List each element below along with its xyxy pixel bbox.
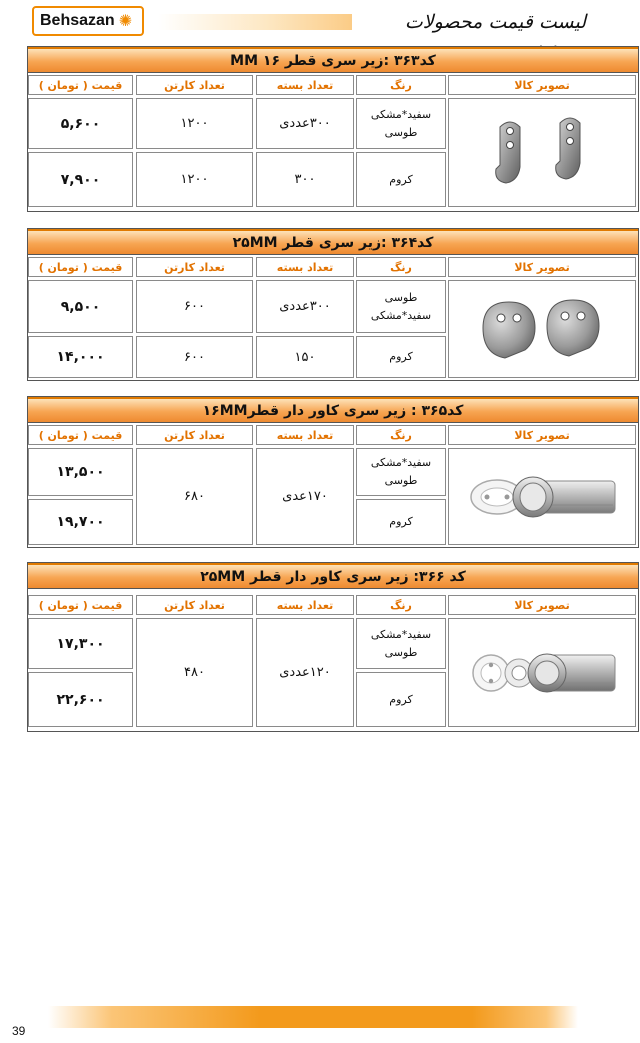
footer-gradient-bar xyxy=(48,1006,578,1028)
col-header-color: رنگ xyxy=(356,257,446,277)
col-header-color: رنگ xyxy=(356,595,446,615)
col-header-carton: تعداد کارتن xyxy=(136,75,253,95)
col-header-pack: تعداد بسته xyxy=(256,257,354,277)
section-title: کد۳۶۴ :زیر سری قطر ۲۵MM xyxy=(28,229,638,255)
product-image xyxy=(448,618,636,727)
price-cell: ۷,۹۰۰ xyxy=(28,152,133,207)
color-cell: سفید*مشکی طوسی xyxy=(356,98,446,149)
pack-cell: ۱۵۰ xyxy=(256,336,354,378)
col-header-color: رنگ xyxy=(356,75,446,95)
product-image xyxy=(448,448,636,545)
carton-cell: ۱۲۰۰ xyxy=(136,98,253,149)
price-cell: ۲۲,۶۰۰ xyxy=(28,672,133,727)
col-header-price: قیمت ( تومان ) xyxy=(28,595,133,615)
brand-logo xyxy=(32,6,144,36)
gear-icon: ✺ xyxy=(118,11,133,30)
col-header-carton: تعداد کارتن xyxy=(136,595,253,615)
col-header-carton: تعداد کارتن xyxy=(136,425,253,445)
col-header-color: رنگ xyxy=(356,425,446,445)
col-header-image: تصویر کالا xyxy=(448,257,636,277)
price-cell: ۱۷,۳۰۰ xyxy=(28,618,133,669)
col-header-price: قیمت ( تومان ) xyxy=(28,75,133,95)
col-header-image: تصویر کالا xyxy=(448,595,636,615)
price-cell: ۱۳,۵۰۰ xyxy=(28,448,133,496)
pack-cell: ۱۲۰عددی xyxy=(256,618,354,727)
carton-cell: ۶۰۰ xyxy=(136,336,253,378)
color-cell: سفید*مشکی طوسی xyxy=(356,448,446,496)
product-image xyxy=(448,98,636,207)
pack-cell: ۳۰۰ xyxy=(256,152,354,207)
logo-text: Behsazan xyxy=(40,12,115,29)
page-title: لیست قیمت محصولات xyxy=(352,6,594,38)
color-cell: کروم xyxy=(356,499,446,545)
col-header-image: تصویر کالا xyxy=(448,425,636,445)
col-header-price: قیمت ( تومان ) xyxy=(28,425,133,445)
section-title: کد ۳۶۶: زیر سری کاور دار قطر ۲۵MM xyxy=(28,563,638,589)
col-header-carton: تعداد کارتن xyxy=(136,257,253,277)
price-cell: ۱۴,۰۰۰ xyxy=(28,336,133,378)
covered-rod-holder-image xyxy=(467,467,617,527)
product-section-363 xyxy=(27,46,639,212)
color-cell: کروم xyxy=(356,152,446,207)
col-header-image: تصویر کالا xyxy=(448,75,636,95)
pack-cell: ۳۰۰عددی xyxy=(256,98,354,149)
product-section-365 xyxy=(27,396,639,548)
section-title: کد۳۶۵ : زیر سری کاور دار قطر۱۶MM xyxy=(28,397,638,423)
product-section-364 xyxy=(27,228,639,381)
col-header-pack: تعداد بسته xyxy=(256,425,354,445)
rod-holder-image xyxy=(482,113,602,193)
carton-cell: ۶۸۰ xyxy=(136,448,253,545)
col-header-pack: تعداد بسته xyxy=(256,75,354,95)
carton-cell: ۶۰۰ xyxy=(136,280,253,333)
color-cell: طوسی سفید*مشکی xyxy=(356,280,446,333)
price-cell: ۹,۵۰۰ xyxy=(28,280,133,333)
color-cell: کروم xyxy=(356,336,446,378)
product-section-366 xyxy=(27,562,639,732)
carton-cell: ۴۸۰ xyxy=(136,618,253,727)
color-cell: سفید*مشکی طوسی xyxy=(356,618,446,669)
covered-rod-holder-image xyxy=(467,643,617,703)
pack-cell: ۱۷۰عدی xyxy=(256,448,354,545)
page-number: 39 xyxy=(12,1024,26,1038)
pack-cell: ۳۰۰عددی xyxy=(256,280,354,333)
rod-holder-image xyxy=(477,294,607,364)
price-cell: ۱۹,۷۰۰ xyxy=(28,499,133,545)
col-header-pack: تعداد بسته xyxy=(256,595,354,615)
page-header xyxy=(0,0,640,44)
section-title: کد۳۶۳ :زیر سری قطر ۱۶ MM xyxy=(28,47,638,73)
price-cell: ۵,۶۰۰ xyxy=(28,98,133,149)
col-header-price: قیمت ( تومان ) xyxy=(28,257,133,277)
carton-cell: ۱۲۰۰ xyxy=(136,152,253,207)
color-cell: کروم xyxy=(356,672,446,727)
product-image xyxy=(448,280,636,378)
